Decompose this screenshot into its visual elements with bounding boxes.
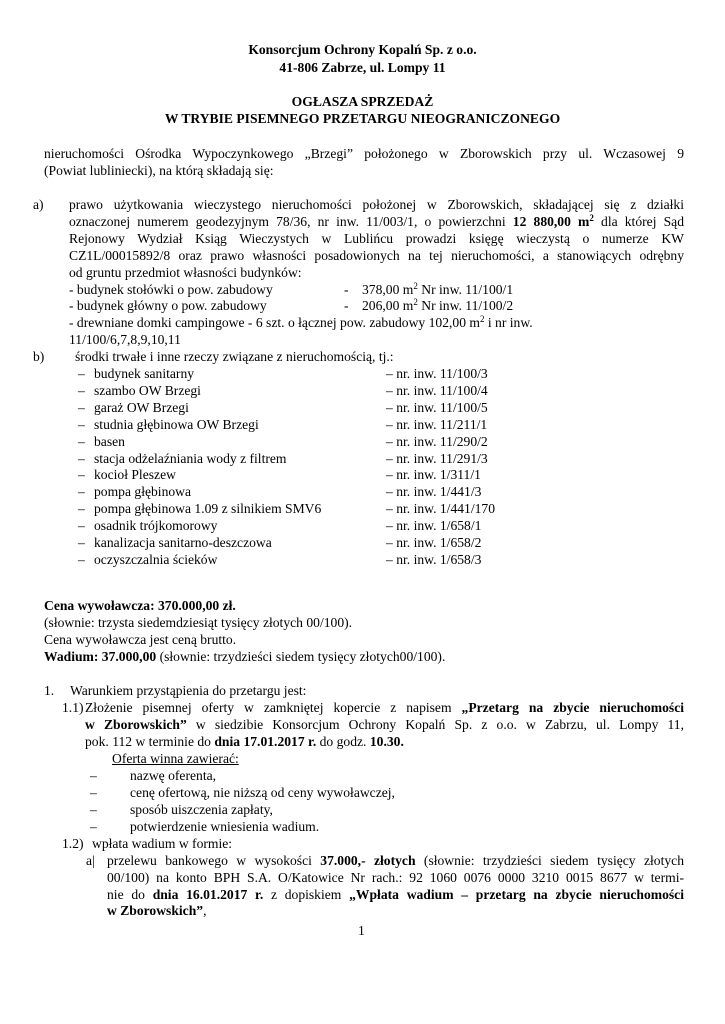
condition-1-2-text: wpłata wadium w formie: <box>92 836 233 851</box>
offer-item: nazwę oferenta, <box>130 768 217 783</box>
condition-1-1-line-2: w Zborowskich” w siedzibie Konsorcjum Ochrony Kopalń Sp. z o.o. w Zabrzu, ul. Lompy 11, <box>85 717 684 732</box>
offer-item-dash: – <box>90 785 97 800</box>
asset-inventory-number: – nr. inw. 11/100/4 <box>386 383 488 398</box>
company-address: 41-806 Zabrze, ul. Lompy 11 <box>279 60 446 75</box>
item-a-line-3: Rejonowy Wydział Ksiąg Wieczystych w Lublińcu prowadzi księgę wieczystą o numerze KW <box>69 231 684 246</box>
asset-bullet: – <box>78 518 85 533</box>
building-2-area: 206,00 $m^2$ Nr inw. 11/100/2 <box>362 297 514 313</box>
condition-a-line-2: 00/100) na konto BPH S.A. O/Katowice Nr rach.: 92 1060 0076 0000 3210 0015 8677 w termi- <box>107 870 684 885</box>
asset-name: kocioł Pleszew <box>94 467 176 482</box>
intro-line-2: (Powiat lubliniecki), na którą składają się: <box>44 163 274 178</box>
asset-name: garaż OW Brzegi <box>94 400 189 415</box>
condition-1-heading: Warunkiem przystąpienia do przetargu jest: <box>70 683 307 698</box>
asset-bullet: – <box>78 484 85 499</box>
offer-item-dash: – <box>90 819 97 834</box>
item-a-marker: a) <box>33 197 44 212</box>
item-a-line-2: oznaczonej numerem geodezyjnym 78/36, nr inw. 11/003/1, o powierzchni 12 880,00 $m^2$ dla której Sąd <box>69 213 685 229</box>
page-number: 1 <box>358 923 365 938</box>
asset-bullet: – <box>78 434 85 449</box>
condition-1-1-number: 1.1) <box>62 700 84 715</box>
title-line-1: OGŁASZA SPRZEDAŻ <box>291 94 434 109</box>
condition-a-marker: a| <box>86 853 95 868</box>
offer-item-dash: – <box>90 802 97 817</box>
condition-1-2-number: 1.2) <box>62 836 84 851</box>
asset-inventory-number: – nr. inw. 1/441/170 <box>386 501 496 516</box>
offer-item: cenę ofertową, nie niższą od ceny wywoławczej, <box>130 785 395 800</box>
building-1-dash: - <box>344 282 349 297</box>
condition-a-line-4: w Zborowskich”, <box>107 903 207 918</box>
asset-bullet: – <box>78 501 85 516</box>
condition-1-number: 1. <box>44 683 55 698</box>
asset-inventory-number: – nr. inw. 11/100/3 <box>386 366 488 381</box>
price-label: Cena wywoławcza: 370.000,00 zł. <box>44 598 236 613</box>
asset-bullet: – <box>78 552 85 567</box>
asset-name: osadnik trójkomorowy <box>94 518 218 533</box>
deposit-line: Wadium: 37.000,00 (słownie: trzydzieści siedem tysięcy złotych00/100). <box>44 649 446 664</box>
item-a-line-5: od gruntu przedmiot własności budynków: <box>69 265 302 280</box>
item-b-text: środki trwałe i inne rzeczy związane z nieruchomością, tj.: <box>75 349 394 364</box>
asset-bullet: – <box>78 467 85 482</box>
asset-inventory-number: – nr. inw. 1/658/1 <box>386 518 482 533</box>
cabins-line-1: - drewniane domki campingowe - 6 szt. o łącznej pow. zabudowy 102,00 $m^2$ i nr inw. <box>69 314 533 330</box>
company-name: Konsorcjum Ochrony Kopalń Sp. z o.o. <box>248 42 477 57</box>
asset-bullet: – <box>78 400 85 415</box>
asset-inventory-number: – nr. inw. 11/211/1 <box>386 417 488 432</box>
item-a-line-1: prawo użytkowania wieczystego nieruchomości położonej w Zborowskich, składającej się z działki <box>69 197 684 212</box>
asset-name: kanalizacja sanitarno-deszczowa <box>94 535 272 550</box>
asset-inventory-number: – nr. inw. 11/290/2 <box>386 434 488 449</box>
building-1-area: 378,00 $m^2$ Nr inw. 11/100/1 <box>362 281 514 297</box>
asset-name: szambo OW Brzegi <box>94 383 201 398</box>
asset-bullet: – <box>78 366 85 381</box>
offer-heading: Oferta winna zawierać: <box>112 751 239 766</box>
asset-bullet: – <box>78 383 85 398</box>
cabins-line-2: 11/100/6,7,8,9,10,11 <box>69 332 181 347</box>
asset-bullet: – <box>78 535 85 550</box>
asset-name: oczyszczalnia ścieków <box>94 552 218 567</box>
asset-inventory-number: – nr. inw. 1/311/1 <box>386 467 481 482</box>
asset-name: studnia głębinowa OW Brzegi <box>94 417 259 432</box>
asset-inventory-number: – nr. inw. 1/658/3 <box>386 552 482 567</box>
item-a-line-4: CZ1L/00015892/8 oraz prawo własności posadowionych na tej nieruchomości, a stanowiących odrębny <box>69 248 684 263</box>
condition-1-1-line-3: pok. 112 w terminie do dnia 17.01.2017 r. do godz. 10.30. <box>85 734 404 749</box>
asset-name: budynek sanitarny <box>94 366 195 381</box>
offer-item-dash: – <box>90 768 97 783</box>
asset-inventory-number: – nr. inw. 11/100/5 <box>386 400 488 415</box>
offer-item: potwierdzenie wniesienia wadium. <box>130 819 320 834</box>
building-2-dash: - <box>344 298 349 313</box>
intro-line-1: nieruchomości Ośrodka Wypoczynkowego „Brzegi” położonego w Zborowskich przy ul. Wczasowej 9 <box>44 146 684 161</box>
asset-name: pompa głębinowa 1.09 z silnikiem SMV6 <box>94 501 322 516</box>
price-gross-note: Cena wywoławcza jest ceną brutto. <box>44 632 237 647</box>
item-b-marker: b) <box>33 349 45 364</box>
offer-item: sposób uiszczenia zapłaty, <box>130 802 273 817</box>
asset-inventory-number: – nr. inw. 11/291/3 <box>386 451 488 466</box>
asset-bullet: – <box>78 417 85 432</box>
condition-a-line-1: przelewu bankowego w wysokości 37.000,- złotych (słownie: trzydzieści siedem tysięcy złotych <box>107 853 684 868</box>
building-1-name: - budynek stołówki o pow. zabudowy <box>69 282 273 297</box>
condition-a-line-3: nie do dnia 16.01.2017 r. z dopiskiem „Wpłata wadium – przetarg na zbycie nieruchomości <box>107 887 684 902</box>
condition-1-1-line-1: Złożenie pisemnej oferty w zamkniętej kopercie z napisem „Przetarg na zbycie nieruchomości <box>85 700 685 715</box>
asset-name: stacja odżelaźniania wody z filtrem <box>94 451 287 466</box>
price-words: (słownie: trzysta siedemdziesiąt tysięcy złotych 00/100). <box>44 615 353 630</box>
asset-name: pompa głębinowa <box>94 484 192 499</box>
asset-inventory-number: – nr. inw. 1/658/2 <box>386 535 482 550</box>
asset-bullet: – <box>78 451 85 466</box>
title-line-2: W TRYBIE PISEMNEGO PRZETARGU NIEOGRANICZONEGO <box>164 111 561 126</box>
asset-name: basen <box>94 434 125 449</box>
asset-inventory-number: – nr. inw. 1/441/3 <box>386 484 482 499</box>
building-2-name: - budynek główny o pow. zabudowy <box>69 298 267 313</box>
